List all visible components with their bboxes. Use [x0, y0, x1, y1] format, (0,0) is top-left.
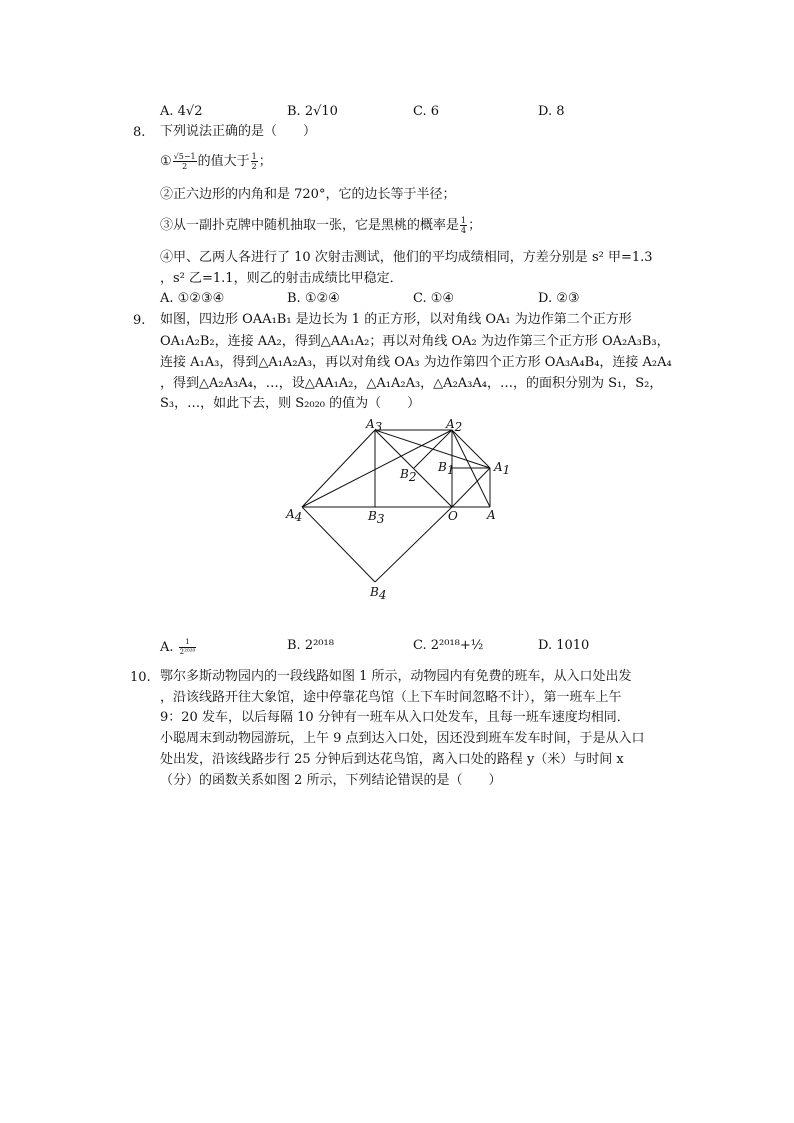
label-o: O [448, 509, 458, 523]
label-a4: A4 [286, 507, 303, 524]
q9-option-a [160, 638, 197, 657]
label-a2: A2 [446, 417, 463, 434]
label-b1: B1 [438, 460, 455, 477]
q7-option-c: C. 6 [413, 104, 440, 119]
q8-item4-line1: ④甲、乙两人各进行了 10 次射击测试，他们的平均成绩相同，方差分别是 s² 甲=1.3 [160, 250, 653, 265]
q9-number: 9. [133, 313, 146, 328]
q10-line-1: 鄂尔多斯动物园内的一段线路如图 1 所示，动物园内有免费的班车，从入口处出发 [160, 669, 632, 684]
label-b3: B3 [368, 509, 385, 526]
segment-a4-a2 [302, 430, 455, 507]
label-b2: B2 [400, 467, 417, 484]
q9-line-5: S₃，…，如此下去，则 S₂₀₂₀ 的值为（ ） [160, 396, 421, 411]
q8-item4-line2: ，s² 乙=1.1，则乙的射击成绩比甲稳定． [160, 271, 403, 286]
segment-a2-a1 [452, 430, 490, 468]
q8-item1-end: ； [258, 154, 272, 169]
segment-b4-o [375, 507, 452, 582]
q10-line-6: （分）的函数关系如图 2 所示，下列结论错误的是（ ） [160, 773, 502, 788]
geometry-figure [280, 412, 520, 608]
q9-option-a-denominator: 2²⁰²⁰ [179, 648, 196, 656]
q7-option-a: A. 4√2 [160, 104, 203, 119]
segment-o-a1 [452, 468, 490, 507]
q9-option-a-fraction [179, 638, 197, 657]
q9-option-a-label: A. [160, 640, 174, 655]
q8-number: 8. [133, 125, 146, 140]
label-a1: A1 [494, 460, 511, 477]
q8-item3 [160, 216, 481, 235]
q8-item1-fraction: $\frac{√5-1}{2}$ [173, 152, 196, 171]
label-b4: B4 [370, 585, 387, 602]
q9-option-d: D. 1010 [538, 638, 590, 653]
q8-stem: 下列说法正确的是（ ） [160, 124, 317, 139]
q9-line-2: OA₁A₂B₂，连接 AA₂，得到△AA₁A₂；再以对角线 OA₂ 为边作第三个正方形 OA₂A₃B₃， [160, 334, 670, 349]
q8-item3-quarter: $\frac{1}{4}$ [461, 216, 467, 235]
q7-option-d: D. 8 [538, 104, 565, 119]
q7-option-b: B. 2√10 [287, 104, 338, 119]
q9-option-c: C. 2²⁰¹⁸+½ [413, 638, 484, 653]
q8-option-d: D. ②③ [538, 291, 580, 306]
q9-option-a-numerator: 1 [179, 638, 197, 648]
q8-item1-half: $\frac{1}{2}$ [251, 152, 257, 171]
q8-item3-prefix: ③从一副扑克牌中随机抽取一张，它是黑桃的概率是 [160, 218, 460, 233]
q10-line-4: 小聪周末到动物园游玩，上午 9 点到达入口处，因还没到班车发车时间，于是从入口 [160, 731, 645, 746]
q9-line-1: 如图，四边形 OAA₁B₁ 是边长为 1 的正方形，以对角线 OA₁ 为边作第二个正方形 [160, 312, 632, 327]
q8-item3-end: ； [468, 218, 482, 233]
q10-line-2: ，沿该线路开往大象馆，途中停靠花鸟馆（上下车时间忽略不计），第一班车上午 [160, 690, 622, 705]
label-a3: A3 [366, 417, 383, 434]
segment-a4-a3 [302, 430, 375, 507]
q8-option-b: B. ①②④ [287, 291, 340, 306]
q10-line-5: 处出发，沿该线路步行 25 分钟后到达花鸟馆，离入口处的路程 y（米）与时间 x [160, 752, 624, 767]
q10-number: 10. [130, 670, 151, 685]
segment-a4-b4 [302, 507, 375, 582]
q8-option-a: A. ①②③④ [160, 291, 225, 306]
q9-line-3: 连接 A₁A₃，得到△A₁A₂A₃，再以对角线 OA₃ 为边作第四个正方形 OA₃A₄B₄，连接 A₂A₄ [160, 355, 672, 370]
q9-line-4: ，得到△A₂A₃A₄，…，设△AA₁A₂，△A₁A₂A₃，△A₂A₃A₄，…，的面积分别为 S₁，S₂， [160, 376, 663, 391]
q8-item1-suffix: 的值大于 [197, 154, 250, 169]
q8-item1-prefix: ① [160, 154, 172, 169]
q8-item2: ②正六边形的内角和是 720°，它的边长等于半径； [160, 187, 456, 202]
q8-option-c: C. ①④ [413, 291, 455, 306]
q9-option-b: B. 2²⁰¹⁸ [287, 638, 334, 653]
label-a: A [487, 508, 496, 522]
q8-item1 [160, 152, 272, 171]
q10-line-3: 9：20 发车，以后每隔 10 分钟有一班车从入口处发车，且每一班车速度均相同． [160, 710, 630, 725]
